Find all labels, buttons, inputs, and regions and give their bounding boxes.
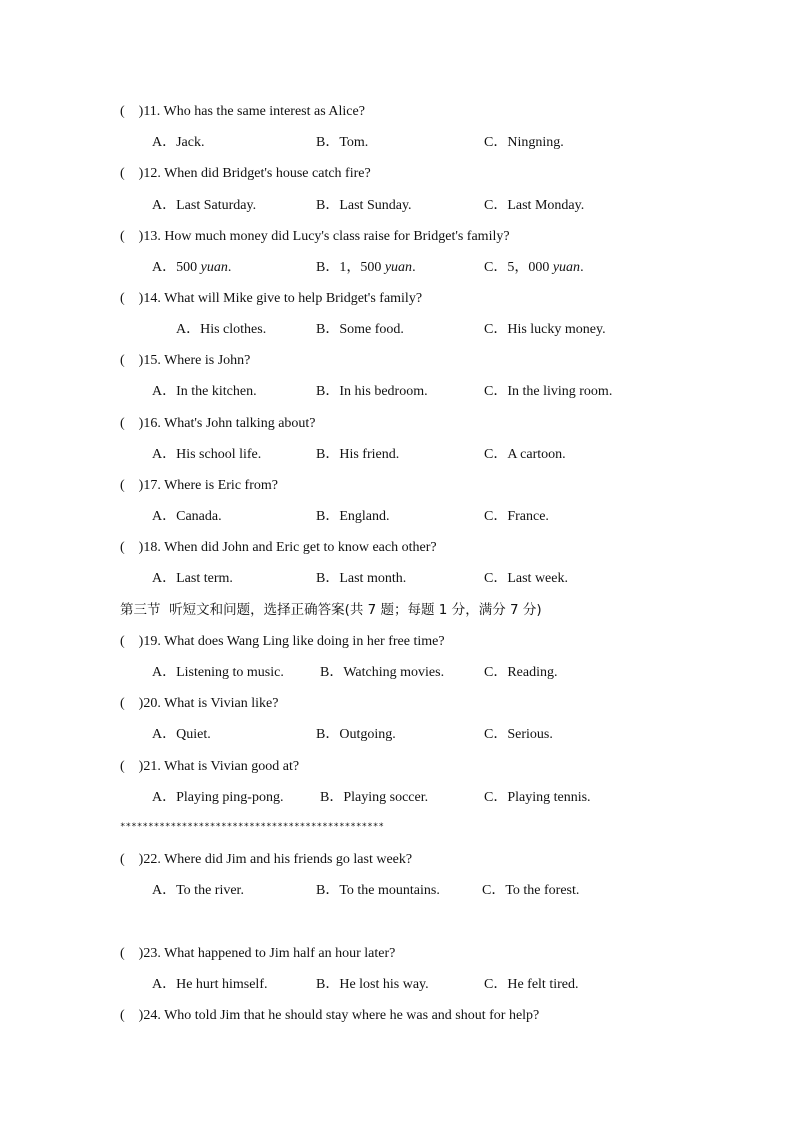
question-12: ( )12. When did Bridget's house catch fire?: [120, 166, 371, 181]
question-20: ( )20. What is Vivian like?: [120, 696, 279, 711]
question-17: ( )17. Where is Eric from?: [120, 478, 278, 493]
q21-option-a: A．Playing ping-pong.: [152, 790, 284, 805]
q18-option-a: A．Last term.: [152, 571, 233, 586]
q23-option-c: C．He felt tired.: [484, 977, 579, 992]
section-3-heading: 第三节 听短文和问题，选择正确答案(共 7 题；每题 1 分，满分 7 分): [120, 602, 542, 618]
q16-option-c: C．A cartoon.: [484, 447, 566, 462]
q20-option-b: B．Outgoing.: [316, 727, 396, 742]
q22-option-b: B．To the mountains.: [316, 883, 440, 898]
q23-option-a: A．He hurt himself.: [152, 977, 268, 992]
q13-a-dot: .: [227, 260, 232, 275]
asterisk-separator: ***********************************************: [120, 822, 385, 832]
question-14: ( )14. What will Mike give to help Bridget's family?: [120, 291, 423, 306]
q12-option-a: A．Last Saturday.: [152, 198, 257, 213]
question-21: ( )21. What is Vivian good at?: [120, 759, 300, 774]
q13-b-amount: B．1，500: [316, 260, 385, 275]
q14-option-c: C．His lucky money.: [484, 322, 606, 337]
q17-option-b: B．England.: [316, 509, 390, 524]
q19-option-c: C．Reading.: [484, 665, 558, 680]
q12-option-c: C．Last Monday.: [484, 198, 585, 213]
q13-option-a: [152, 258, 231, 278]
q12-option-b: B．Last Sunday.: [316, 198, 412, 213]
q22-option-a: A．To the river.: [152, 883, 244, 898]
q13-a-unit: yuan: [200, 260, 228, 275]
q17-option-c: C．France.: [484, 509, 549, 524]
q13-b-unit: yuan: [384, 260, 413, 275]
question-15: ( )15. Where is John?: [120, 353, 251, 368]
q16-option-b: B．His friend.: [316, 447, 400, 462]
q15-option-c: C．In the living room.: [484, 384, 613, 399]
q15-option-a: A．In the kitchen.: [152, 384, 257, 399]
q14-option-b: B．Some food.: [316, 322, 404, 337]
question-19: ( )19. What does Wang Ling like doing in her free time?: [120, 634, 445, 649]
question-11: ( )11. Who has the same interest as Alice?: [120, 104, 365, 119]
q23-option-b: B．He lost his way.: [316, 977, 429, 992]
q15-option-b: B．In his bedroom.: [316, 384, 428, 399]
q20-option-a: A．Quiet.: [152, 727, 211, 742]
q13-c-dot: .: [580, 260, 584, 275]
q19-option-a: A．Listening to music.: [152, 665, 284, 680]
q22-option-c: C．To the forest.: [482, 883, 580, 898]
q13-option-c: [484, 258, 584, 278]
q16-option-a: A．His school life.: [152, 447, 262, 462]
q13-c-amount: C．5，000: [484, 260, 553, 275]
q13-c-unit: yuan: [552, 260, 581, 275]
q17-option-a: A．Canada.: [152, 509, 222, 524]
question-22: ( )22. Where did Jim and his friends go last week?: [120, 852, 413, 867]
q13-option-b: [316, 258, 416, 278]
q21-option-b: B．Playing soccer.: [320, 790, 429, 805]
q20-option-c: C．Serious.: [484, 727, 553, 742]
q13-b-dot: .: [412, 260, 416, 275]
q11-option-b: B．Tom.: [316, 135, 369, 150]
q14-option-a: A．His clothes.: [176, 322, 267, 337]
q21-option-c: C．Playing tennis.: [484, 790, 591, 805]
q11-option-a: A．Jack.: [152, 135, 205, 150]
question-16: ( )16. What's John talking about?: [120, 416, 316, 431]
q11-option-c: C．Ningning.: [484, 135, 564, 150]
question-24: ( )24. Who told Jim that he should stay where he was and shout for help?: [120, 1008, 540, 1023]
q18-option-b: B．Last month.: [316, 571, 407, 586]
q19-option-b: B．Watching movies.: [320, 665, 445, 680]
question-23: ( )23. What happened to Jim half an hour later?: [120, 946, 396, 961]
q13-a-amount: A．500: [152, 260, 201, 275]
question-18: ( )18. When did John and Eric get to know each other?: [120, 540, 437, 555]
q18-option-c: C．Last week.: [484, 571, 568, 586]
question-13: ( )13. How much money did Lucy's class raise for Bridget's family?: [120, 229, 510, 244]
